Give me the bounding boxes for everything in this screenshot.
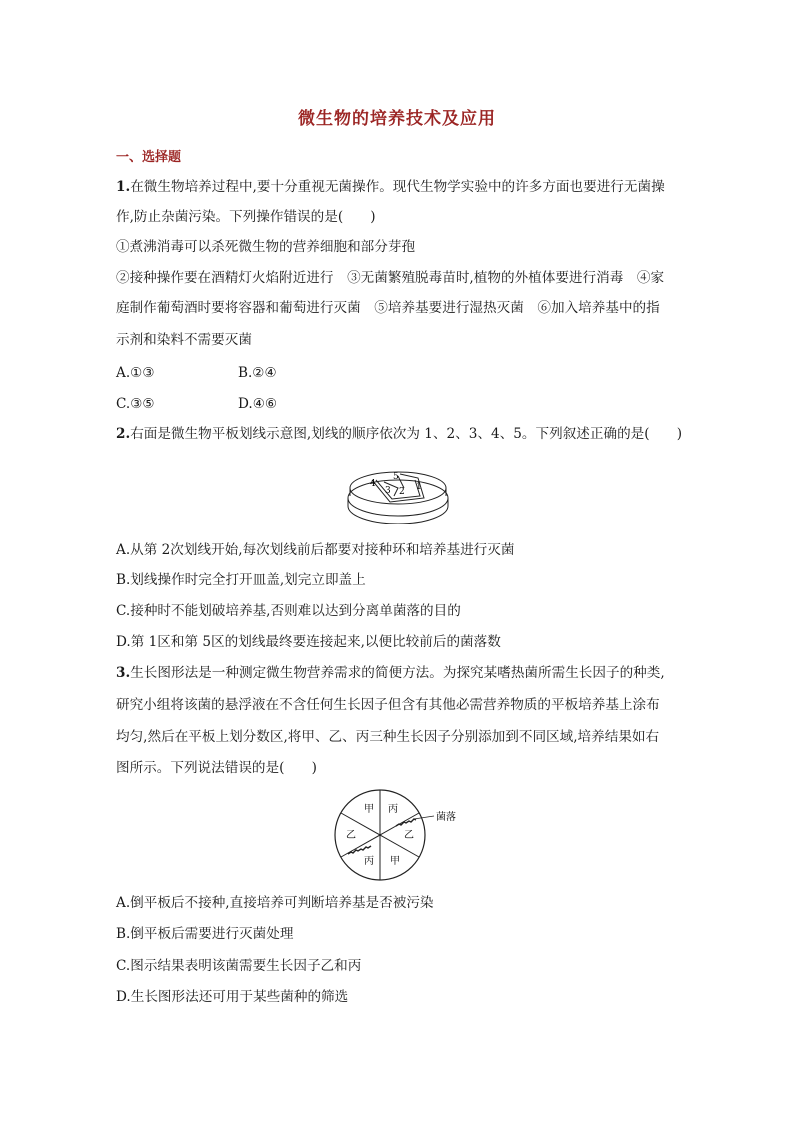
q1-item-line-1: ①煮沸消毒可以杀死微生物的营养细胞和部分芽孢 (116, 239, 416, 255)
petri-dish-streak-figure (342, 458, 454, 524)
q3-option-c[interactable]: C.图示结果表明该菌需要生长因子乙和丙 (116, 958, 362, 974)
section-heading: 一、选择题 (116, 150, 182, 165)
q3-stem-line-3: 均匀,然后在平板上划分数区,将甲、乙、丙三种生长因子分别添加到不同区域,培养结果如右 (116, 729, 660, 745)
q3-option-d[interactable]: D.生长图形法还可用于某些菌种的筛选 (116, 989, 349, 1005)
colony-label: 菌落 (436, 812, 456, 823)
q3-option-a[interactable]: A.倒平板后不接种,直接培养可判断培养基是否被污染 (116, 895, 434, 911)
q1-item-line-3: 庭制作葡萄酒时要将容器和葡萄进行灭菌 ⑤培养基要进行湿热灭菌 ⑥加入培养基中的指 (116, 300, 660, 316)
q3-stem-line-4: 图所示。下列说法错误的是( ) (116, 760, 317, 776)
streak-label-5: 5 (393, 472, 399, 482)
streak-label-1: 1 (416, 482, 422, 492)
q1-option-b[interactable]: B.②④ (238, 365, 277, 381)
streak-label-2: 2 (399, 487, 405, 497)
q2-option-c[interactable]: C.接种时不能划破培养基,否则难以达到分离单菌落的目的 (116, 603, 461, 619)
q3-stem-line-1: 3.生长图形法是一种测定微生物营养需求的简便方法。为探究某嗜热菌所需生长因子的种类, (116, 665, 665, 681)
sector-label-top-left: 甲 (364, 804, 374, 815)
q1-stem-line-2: 作,防止杂菌污染。下列操作错误的是( ) (116, 209, 376, 225)
q3-stem-line-2: 研究小组将该菌的悬浮液在不含任何生长因子但含有其他必需营养物质的平板培养基上涂布 (116, 697, 660, 713)
growth-factor-plate-figure (330, 788, 470, 884)
q3-option-b[interactable]: B.倒平板后需要进行灭菌处理 (116, 926, 294, 942)
streak-label-3: 3 (385, 486, 391, 496)
q1-option-a[interactable]: A.①③ (116, 365, 155, 381)
page-title: 微生物的培养技术及应用 (298, 109, 496, 129)
sector-label-right: 乙 (404, 830, 414, 841)
streak-label-4: 4 (370, 479, 376, 489)
q2-option-a[interactable]: A.从第 2次划线开始,每次划线前后都要对接种环和培养基进行灭菌 (116, 542, 515, 558)
q2-option-b[interactable]: B.划线操作时完全打开皿盖,划完立即盖上 (116, 572, 366, 588)
sector-label-top-right: 丙 (388, 804, 398, 815)
q2-option-d[interactable]: D.第 1区和第 5区的划线最终要连接起来,以便比较前后的菌落数 (116, 634, 501, 650)
q1-option-d[interactable]: D.④⑥ (238, 396, 278, 412)
sector-label-bottom-left: 丙 (364, 856, 374, 867)
q1-stem-line-1: 1.在微生物培养过程中,要十分重视无菌操作。现代生物学实验中的许多方面也要进行无菌操 (116, 179, 665, 195)
q1-option-c[interactable]: C.③⑤ (116, 396, 155, 412)
q1-item-line-2: ②接种操作要在酒精灯火焰附近进行 ③无菌繁殖脱毒苗时,植物的外植体要进行消毒 ④家 (116, 270, 665, 286)
sector-label-bottom-right: 甲 (390, 856, 400, 867)
q3-number: 3. (116, 665, 131, 681)
q2-number: 2. (116, 426, 131, 442)
q1-item-line-4: 示剂和染料不需要灭菌 (116, 332, 252, 348)
q2-stem-line: 2.右面是微生物平板划线示意图,划线的顺序依次为 1、2、3、4、5。下列叙述正确的是( ) (116, 426, 683, 442)
q1-number: 1. (116, 179, 131, 195)
sector-label-left: 乙 (346, 830, 356, 841)
